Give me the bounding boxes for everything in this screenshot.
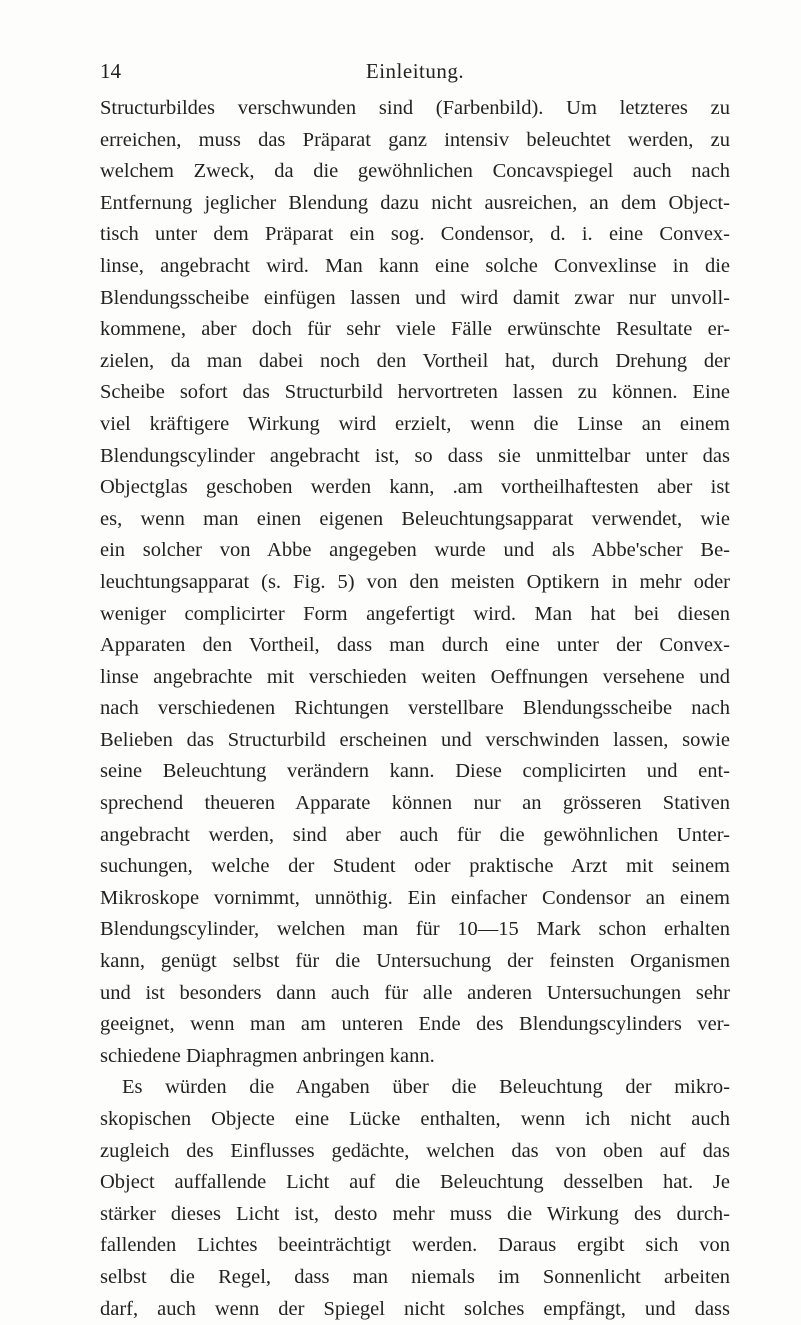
text-line: nach verschiedenen Richtungen verstellbare Blendungsscheibe nach xyxy=(100,697,730,720)
text-line: zielen, da man dabei noch den Vortheil hat, durch Drehung der xyxy=(100,349,730,372)
paragraph-start-line: Es würden die Angaben über die Beleuchtung der mikro- xyxy=(122,1076,730,1099)
text-line: weniger complicirter Form angefertigt wird. Man hat bei diesen xyxy=(100,602,730,625)
text-line: Object auffallende Licht auf die Beleuchtung desselben hat. Je xyxy=(100,1171,730,1194)
text-line: schiedene Diaphragmen anbringen kann. xyxy=(100,1044,435,1067)
text-line: linse angebrachte mit verschieden weiten Oeffnungen versehene und xyxy=(100,665,730,688)
text-line: fallenden Lichtes beeinträchtigt werden. Daraus ergibt sich von xyxy=(100,1234,730,1257)
text-line: Belieben das Structurbild erscheinen und verschwinden lassen, sowie xyxy=(100,728,730,751)
text-line: skopischen Objecte eine Lücke enthalten, wenn ich nicht auch xyxy=(100,1108,730,1130)
text-line: zugleich des Einflusses gedächte, welchen das von oben auf das xyxy=(100,1139,730,1162)
text-line: es, wenn man einen eigenen Beleuchtungsapparat verwendet, wie xyxy=(100,507,730,530)
text-line: und ist besonders dann auch für alle anderen Untersuchungen sehr xyxy=(100,981,730,1004)
running-title: Einleitung. xyxy=(365,59,465,83)
text-line: ein solcher von Abbe angegeben wurde und als Abbe'scher Be- xyxy=(100,539,730,562)
text-line: welchem Zweck, da die gewöhnlichen Concavspiegel auch nach xyxy=(100,160,730,183)
text-line: Structurbildes verschwunden sind (Farbenbild). Um letzteres zu xyxy=(100,97,730,119)
text-line: suchungen, welche der Student oder praktische Arzt mit seinem xyxy=(100,855,730,878)
text-line: Mikroskope vornimmt, unnöthig. Ein einfacher Condensor an einem xyxy=(100,886,730,909)
text-line: kommene, aber doch für sehr viele Fälle erwünschte Resultate er- xyxy=(100,318,730,341)
text-line: Scheibe sofort das Structurbild hervortreten lassen zu können. Eine xyxy=(100,381,730,404)
text-line: Blendungsscheibe einfügen lassen und wird damit zwar nur unvoll- xyxy=(100,286,730,309)
text-line: stärker dieses Licht ist, desto mehr muss die Wirkung des durch- xyxy=(100,1202,730,1225)
page-number: 14 xyxy=(100,59,121,83)
text-line: geeignet, wenn man am unteren Ende des Blendungscylinders ver- xyxy=(100,1013,730,1036)
page-header xyxy=(100,56,730,86)
text-line: selbst die Regel, dass man niemals im Sonnenlicht arbeiten xyxy=(100,1265,730,1288)
text-line: viel kräftigere Wirkung wird erzielt, wenn die Linse an einem xyxy=(100,412,730,435)
text-line: kann, genügt selbst für die Untersuchung der feinsten Organismen xyxy=(100,950,730,973)
text-line: tisch unter dem Präparat ein sog. Condensor, d. i. eine Convex- xyxy=(100,223,730,246)
body-text xyxy=(100,93,730,1325)
text-line: Blendungscylinder angebracht ist, so dass sie unmittelbar unter das xyxy=(100,444,730,467)
text-line: seine Beleuchtung verändern kann. Diese complicirten und ent- xyxy=(100,760,730,783)
text-line: darf, auch wenn der Spiegel nicht solches empfängt, und dass xyxy=(100,1297,730,1320)
text-line: linse, angebracht wird. Man kann eine solche Convexlinse in die xyxy=(100,254,730,277)
text-line: leuchtungsapparat (s. Fig. 5) von den meisten Optikern in mehr oder xyxy=(100,570,730,593)
text-line: Apparaten den Vortheil, dass man durch eine unter der Convex- xyxy=(100,634,730,657)
text-line: Entfernung jeglicher Blendung dazu nicht ausreichen, an dem Object- xyxy=(100,191,730,214)
text-line: angebracht werden, sind aber auch für die gewöhnlichen Unter- xyxy=(100,823,730,846)
text-line: sprechend theueren Apparate können nur an grösseren Stativen xyxy=(100,792,730,815)
text-line: Blendungscylinder, welchen man für 10—15 Mark schon erhalten xyxy=(100,918,730,941)
text-line: Objectglas geschoben werden kann, .am vortheilhaftesten aber ist xyxy=(100,476,730,499)
text-line: erreichen, muss das Präparat ganz intensiv beleuchtet werden, zu xyxy=(100,128,730,151)
